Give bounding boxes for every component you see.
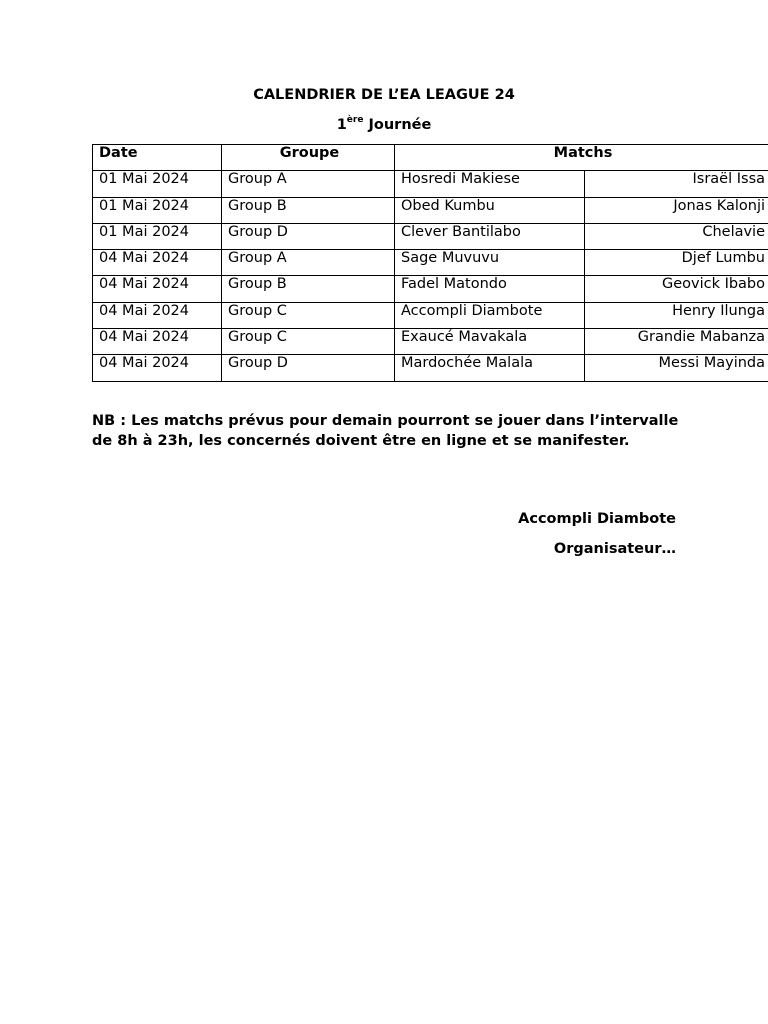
cell-group: Group C bbox=[222, 302, 395, 328]
table-row bbox=[93, 329, 768, 355]
cell-date: 04 Mai 2024 bbox=[93, 329, 222, 355]
note-paragraph: NB : Les matchs prévus pour demain pourront se jouer dans l’intervalle de 8h à 23h, les concernés doivent être en ligne et se manifester. bbox=[92, 413, 679, 449]
cell-group: Group D bbox=[222, 355, 395, 381]
cell-date: 04 Mai 2024 bbox=[93, 250, 222, 276]
cell-away-player: Messi Mayinda bbox=[585, 355, 768, 381]
cell-away-player: Israël Issa bbox=[585, 171, 768, 197]
cell-away-player: Djef Lumbu bbox=[585, 250, 768, 276]
cell-date: 04 Mai 2024 bbox=[93, 355, 222, 381]
header-groupe: Groupe bbox=[222, 145, 395, 171]
cell-group: Group A bbox=[222, 250, 395, 276]
table-row bbox=[93, 223, 768, 249]
matchday-number: 1 bbox=[336, 117, 347, 133]
cell-away-player: Geovick Ibabo bbox=[585, 276, 768, 302]
cell-home-player: Mardochée Malala bbox=[395, 355, 585, 381]
cell-date: 01 Mai 2024 bbox=[93, 223, 222, 249]
cell-home-player: Hosredi Makiese bbox=[395, 171, 585, 197]
matchday-subtitle bbox=[0, 116, 768, 134]
cell-home-player: Clever Bantilabo bbox=[395, 223, 585, 249]
cell-group: Group D bbox=[222, 223, 395, 249]
cell-date: 01 Mai 2024 bbox=[93, 197, 222, 223]
schedule-table bbox=[92, 144, 768, 382]
cell-away-player: Henry Ilunga bbox=[585, 302, 768, 328]
cell-away-player: Jonas Kalonji bbox=[585, 197, 768, 223]
cell-home-player: Fadel Matondo bbox=[395, 276, 585, 302]
table-row bbox=[93, 276, 768, 302]
cell-date: 01 Mai 2024 bbox=[93, 171, 222, 197]
signature-role: Organisateur… bbox=[553, 541, 676, 557]
header-date: Date bbox=[93, 145, 222, 171]
table-row bbox=[93, 302, 768, 328]
header-matchs: Matchs bbox=[395, 145, 768, 171]
matchday-label: Journée bbox=[363, 117, 432, 133]
cell-home-player: Obed Kumbu bbox=[395, 197, 585, 223]
cell-date: 04 Mai 2024 bbox=[93, 302, 222, 328]
cell-home-player: Accompli Diambote bbox=[395, 302, 585, 328]
table-row bbox=[93, 355, 768, 381]
cell-group: Group B bbox=[222, 276, 395, 302]
cell-date: 04 Mai 2024 bbox=[93, 276, 222, 302]
cell-away-player: Grandie Mabanza bbox=[585, 329, 768, 355]
table-row bbox=[93, 250, 768, 276]
table-header-row bbox=[93, 145, 768, 171]
signature-name: Accompli Diambote bbox=[518, 511, 676, 527]
cell-away-player: Chelavie bbox=[585, 223, 768, 249]
cell-home-player: Sage Muvuvu bbox=[395, 250, 585, 276]
table-row bbox=[93, 171, 768, 197]
cell-group: Group A bbox=[222, 171, 395, 197]
cell-group: Group C bbox=[222, 329, 395, 355]
table-row bbox=[93, 197, 768, 223]
document-title: CALENDRIER DE L’EA LEAGUE 24 bbox=[253, 87, 515, 103]
cell-group: Group B bbox=[222, 197, 395, 223]
matchday-ordinal-suffix: ère bbox=[346, 115, 364, 126]
cell-home-player: Exaucé Mavakala bbox=[395, 329, 585, 355]
